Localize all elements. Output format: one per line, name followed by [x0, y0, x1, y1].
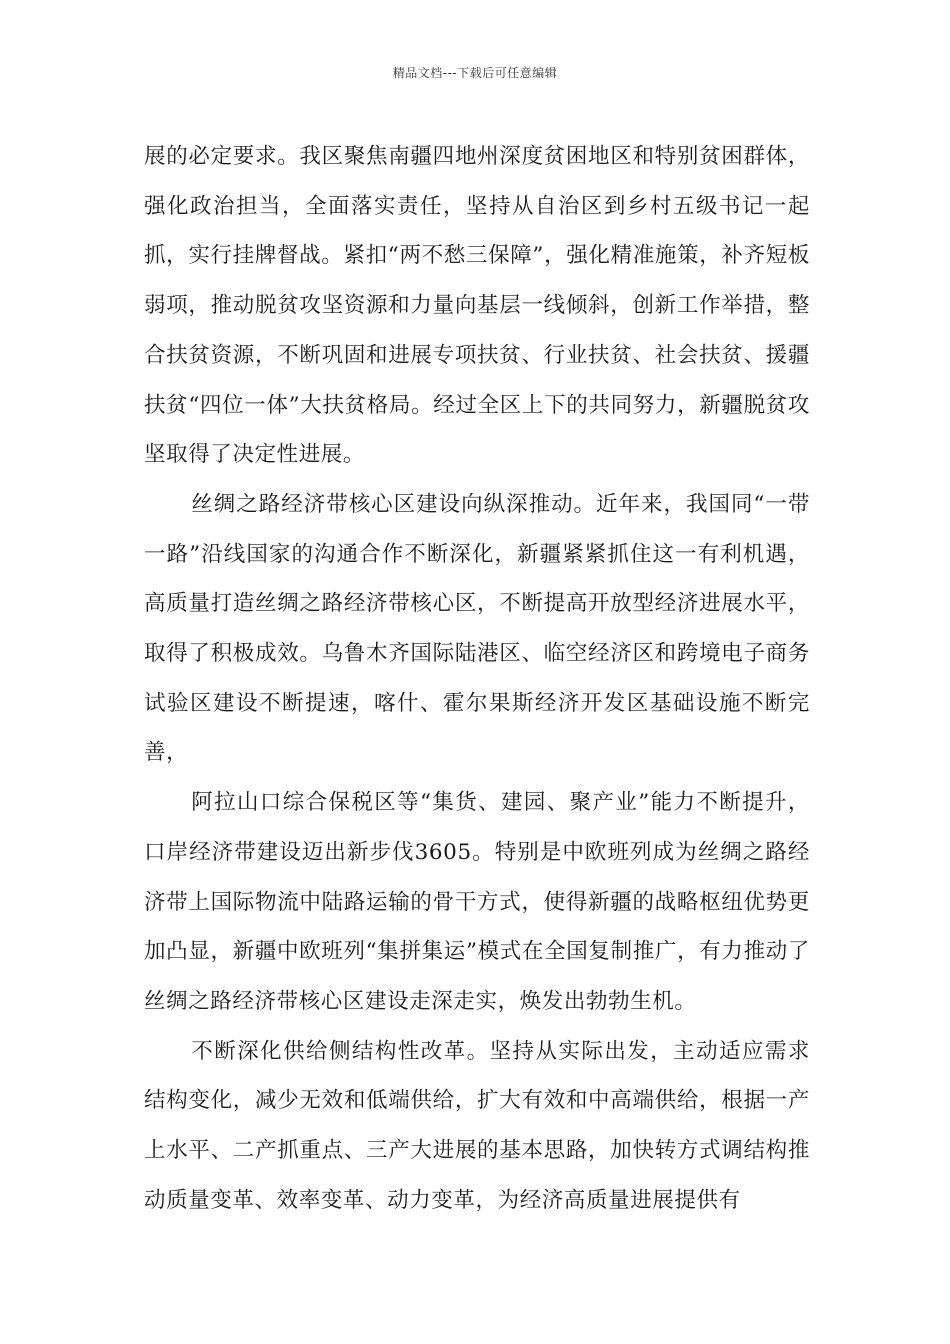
paragraph-alashankou-port: 阿拉山口综合保税区等“集货、建园、聚产业”能力不断提升，口岸经济带建设迈出新步伐3605。特别是中欧班列成为丝绸之路经济带上国际物流中陆路运输的骨干方式，使得新疆的战略枢纽优势更加凸显，新疆中欧班列“集拼集运”模式在全国复制推广，有力推动了丝绸之路经济带核心区建设走深走实，焕发出勃勃生机。	[144, 790, 810, 1014]
paragraph-poverty-alleviation: 展的必定要求。我区聚焦南疆四地州深度贫困地区和特别贫困群体，强化政治担当，全面落实责任，坚持从自治区到乡村五级书记一起抓，实行挂牌督战。紧扣“两不愁三保障”，强化精准施策，补齐短板弱项，推动脱贫攻坚资源和力量向基层一线倾斜，创新工作举措，整合扶贫资源，不断巩固和进展专项扶贫、行业扶贫、社会扶贫、援疆扶贫“四位一体”大扶贫格局。经过全区上下的共同努力，新疆脱贫攻坚取得了决定性进展。	[144, 144, 810, 468]
document-body	[144, 132, 810, 1225]
paragraph-silk-road-core-zone: 丝绸之路经济带核心区建设向纵深推动。近年来，我国同“一带一路”沿线国家的沟通合作不断深化，新疆紧紧抓住这一有利机遇，高质量打造丝绸之路经济带核心区，不断提高开放型经济进展水平，取得了积极成效。乌鲁木齐国际陆港区、临空经济区和跨境电子商务试验区建设不断提速，喀什、霍尔果斯经济开发区基础设施不断完善，	[144, 491, 810, 766]
paragraph-supply-side-reform: 不断深化供给侧结构性改革。坚持从实际出发，主动适应需求结构变化，减少无效和低端供给，扩大有效和中高端供给，根据一产上水平、二产抓重点、三产大进展的基本思路，加快转方式调结构推动质量变革、效率变革、动力变革，为经济高质量进展提供有	[144, 1038, 810, 1213]
page-header: 精品文档---下载后可任意编辑	[392, 66, 558, 80]
